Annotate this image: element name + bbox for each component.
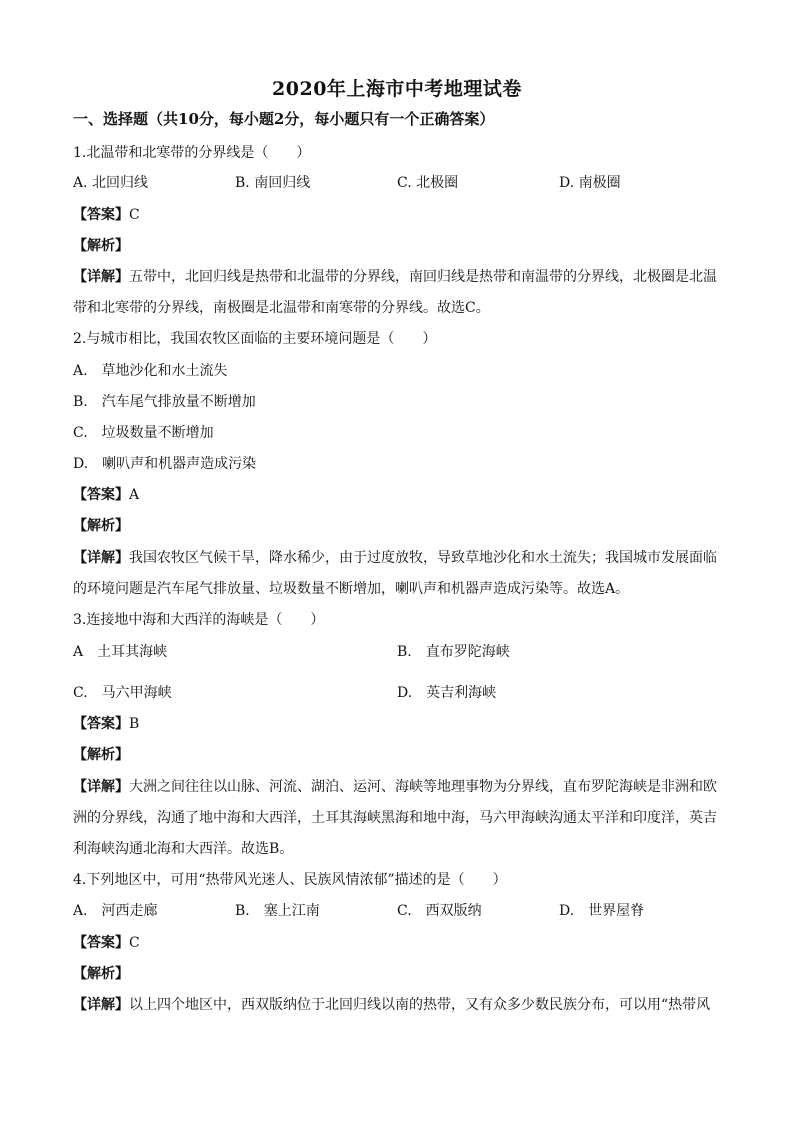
- q4-option-c: C. 西双版纳: [397, 903, 482, 919]
- q2-option-c: C. 垃圾数量不断增加: [73, 425, 214, 441]
- q2-option-b: B. 汽车尾气排放量不断增加: [73, 394, 256, 410]
- q1-analysis-label: 【解析】: [73, 238, 129, 254]
- answer-label: 【答案】: [73, 207, 129, 223]
- q2-detail-cont: 的环境问题是汽车尾气排放量、垃圾数量不断增加，喇叭声和机器声造成污染等。故选A。: [73, 581, 630, 597]
- q1-option-c: C. 北极圈: [397, 175, 459, 191]
- q4-detail: 【详解】以上四个地区中，西双版纳位于北回归线以南的热带，又有众多少数民族分布，可以用“热带风: [73, 997, 711, 1013]
- q4-option-a: A. 河西走廊: [73, 903, 158, 919]
- q4-answer: 【答案】C: [73, 935, 140, 951]
- q4-analysis-label: 【解析】: [73, 966, 129, 982]
- section-heading: 一、选择题（共10分，每小题2分，每小题只有一个正确答案）: [73, 110, 495, 128]
- q3-answer: 【答案】B: [73, 716, 140, 732]
- q3-option-d: D. 英吉利海峡: [397, 685, 497, 701]
- question-1-stem: 1.北温带和北寒带的分界线是（ ）: [73, 145, 311, 161]
- q3-detail-cont: 洲的分界线，沟通了地中海和大西洋，土耳其海峡黑海和地中海，马六甲海峡沟通太平洋和印度洋，英吉: [73, 810, 717, 826]
- q2-option-d: D. 喇叭声和机器声造成污染: [73, 456, 257, 472]
- q3-option-c: C. 马六甲海峡: [73, 685, 172, 701]
- detail-label: 【详解】: [73, 269, 129, 285]
- q3-analysis-label: 【解析】: [73, 747, 129, 763]
- q3-detail-cont-2: 利海峡沟通北海和大西洋。故选B。: [73, 841, 294, 857]
- q2-detail: 【详解】我国农牧区气候干旱，降水稀少，由于过度放牧，导致草地沙化和水土流失；我国城市发展面临: [73, 550, 717, 566]
- q4-option-d: D. 世界屋脊: [559, 903, 645, 919]
- q3-detail: 【详解】大洲之间往往以山脉、河流、湖泊、运河、海峡等地理事物为分界线，直布罗陀海峡是非洲和欧: [73, 779, 717, 795]
- page-title: 2020年上海市中考地理试卷: [272, 78, 522, 100]
- q1-option-b: B. 南回归线: [235, 175, 311, 191]
- q1-option-a: A. 北回归线: [73, 175, 149, 191]
- q1-option-d: D. 南极圈: [559, 175, 621, 191]
- question-3-stem: 3.连接地中海和大西洋的海峡是（ ）: [73, 612, 325, 628]
- q3-option-b: B. 直布罗陀海峡: [397, 644, 510, 660]
- q1-detail: 【详解】五带中，北回归线是热带和北温带的分界线，南回归线是热带和南温带的分界线，北极圈是北温: [73, 269, 717, 285]
- q2-analysis-label: 【解析】: [73, 518, 129, 534]
- answer-value: C: [129, 207, 140, 223]
- question-4-stem: 4.下列地区中，可用“热带风光迷人、民族风情浓郁”描述的是（ ）: [73, 872, 507, 888]
- q4-option-b: B. 塞上江南: [235, 903, 320, 919]
- q1-detail-cont: 带和北寒带的分界线，南极圈是北温带和南寒带的分界线。故选C。: [73, 300, 490, 316]
- q2-option-a: A. 草地沙化和水土流失: [73, 363, 228, 379]
- q2-answer: 【答案】A: [73, 487, 140, 503]
- question-2-stem: 2.与城市相比，我国农牧区面临的主要环境问题是（ ）: [73, 331, 437, 347]
- q1-answer: [73, 204, 733, 224]
- q3-option-a: A 土耳其海峡: [73, 644, 168, 660]
